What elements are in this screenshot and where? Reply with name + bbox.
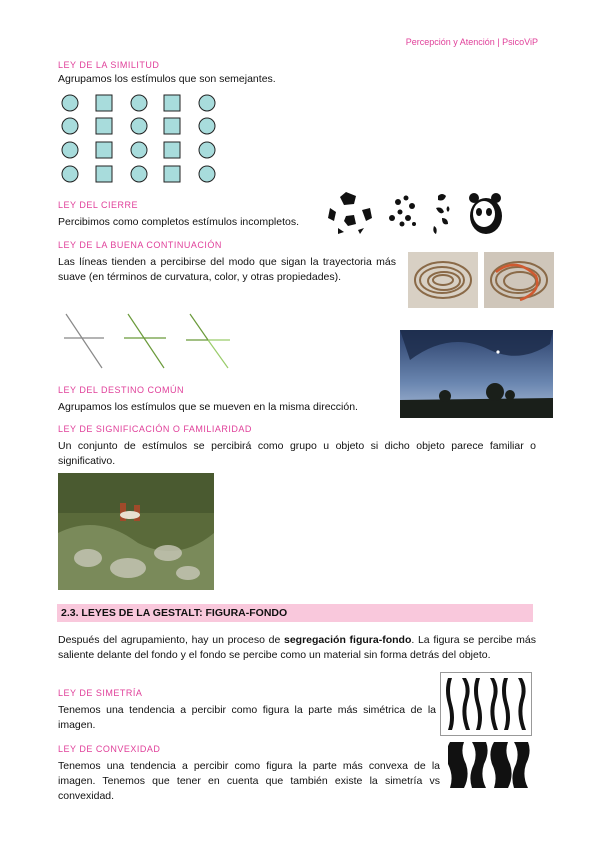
cierre-text: Percibimos como completos estímulos incompletos. [58,216,300,228]
destino-text: Agrupamos los estímulos que se mueven en la misma dirección. [58,401,358,413]
convexidad-text: Tenemos una tendencia a percibir como figura la parte más convexa de la imagen. Tenemos que tener en cuenta que también existe la simetría vs convexidad. [58,760,440,802]
section-heading-similitud: LEY DE LA SIMILITUD [58,60,160,70]
continuacion-text: Las líneas tienden a percibirse del modo que sigan la trayectoria más suave (en términos de curvatura, color, y otras propiedades). [58,256,396,283]
panda-logo-image [469,193,502,234]
section-heading-convexidad: LEY DE CONVEXIDAD [58,744,161,754]
intro-text-end: . La figura se percibe más saliente delante del fondo y el fondo se percibe como un material sin forma detrás del objeto. [58,634,536,661]
simetria-text: Tenemos una tendencia a percibir como figura la parte más simétrica de la imagen. [58,704,436,731]
dalmatian-image [433,194,449,234]
intro-bold-term: segregación figura-fondo [284,634,412,646]
section-title-figura-fondo: 2.3. LEYES DE LA GESTALT: FIGURA-FONDO [61,607,288,619]
hidden-faces-painting [58,473,214,590]
convexity-figure [448,740,530,790]
section-heading-continuacion: LEY DE LA BUENA CONTINUACIÓN [58,240,222,250]
figura-fondo-intro [58,633,536,663]
dotted-dog-image [389,196,416,227]
bird-flock-photo [400,330,553,418]
significacion-text: Un conjunto de estímulos se percibirá como grupo u objeto si dicho objeto parece familiar o significativo. [58,440,536,467]
similitud-text: Agrupamos los estímulos que son semejantes. [58,73,276,85]
running-header: Percepción y Atención | PsicoViP [405,37,538,47]
section-heading-simetria: LEY DE SIMETRÍA [58,688,143,698]
similarity-grid-figure [60,94,220,186]
soccer-ball-image [328,192,372,234]
symmetry-figure [440,672,532,736]
section-heading-cierre: LEY DEL CIERRE [58,200,139,210]
continuation-lines-figure [62,310,242,372]
rope-photos [408,252,554,308]
intro-text-start: Después del agrupamiento, hay un proceso de [58,634,284,646]
section-band [57,604,533,622]
closure-figures [326,188,506,238]
section-heading-significacion: LEY DE SIGNIFICACIÓN O FAMILIARIDAD [58,424,252,434]
section-heading-destino: LEY DEL DESTINO COMÚN [58,385,185,395]
